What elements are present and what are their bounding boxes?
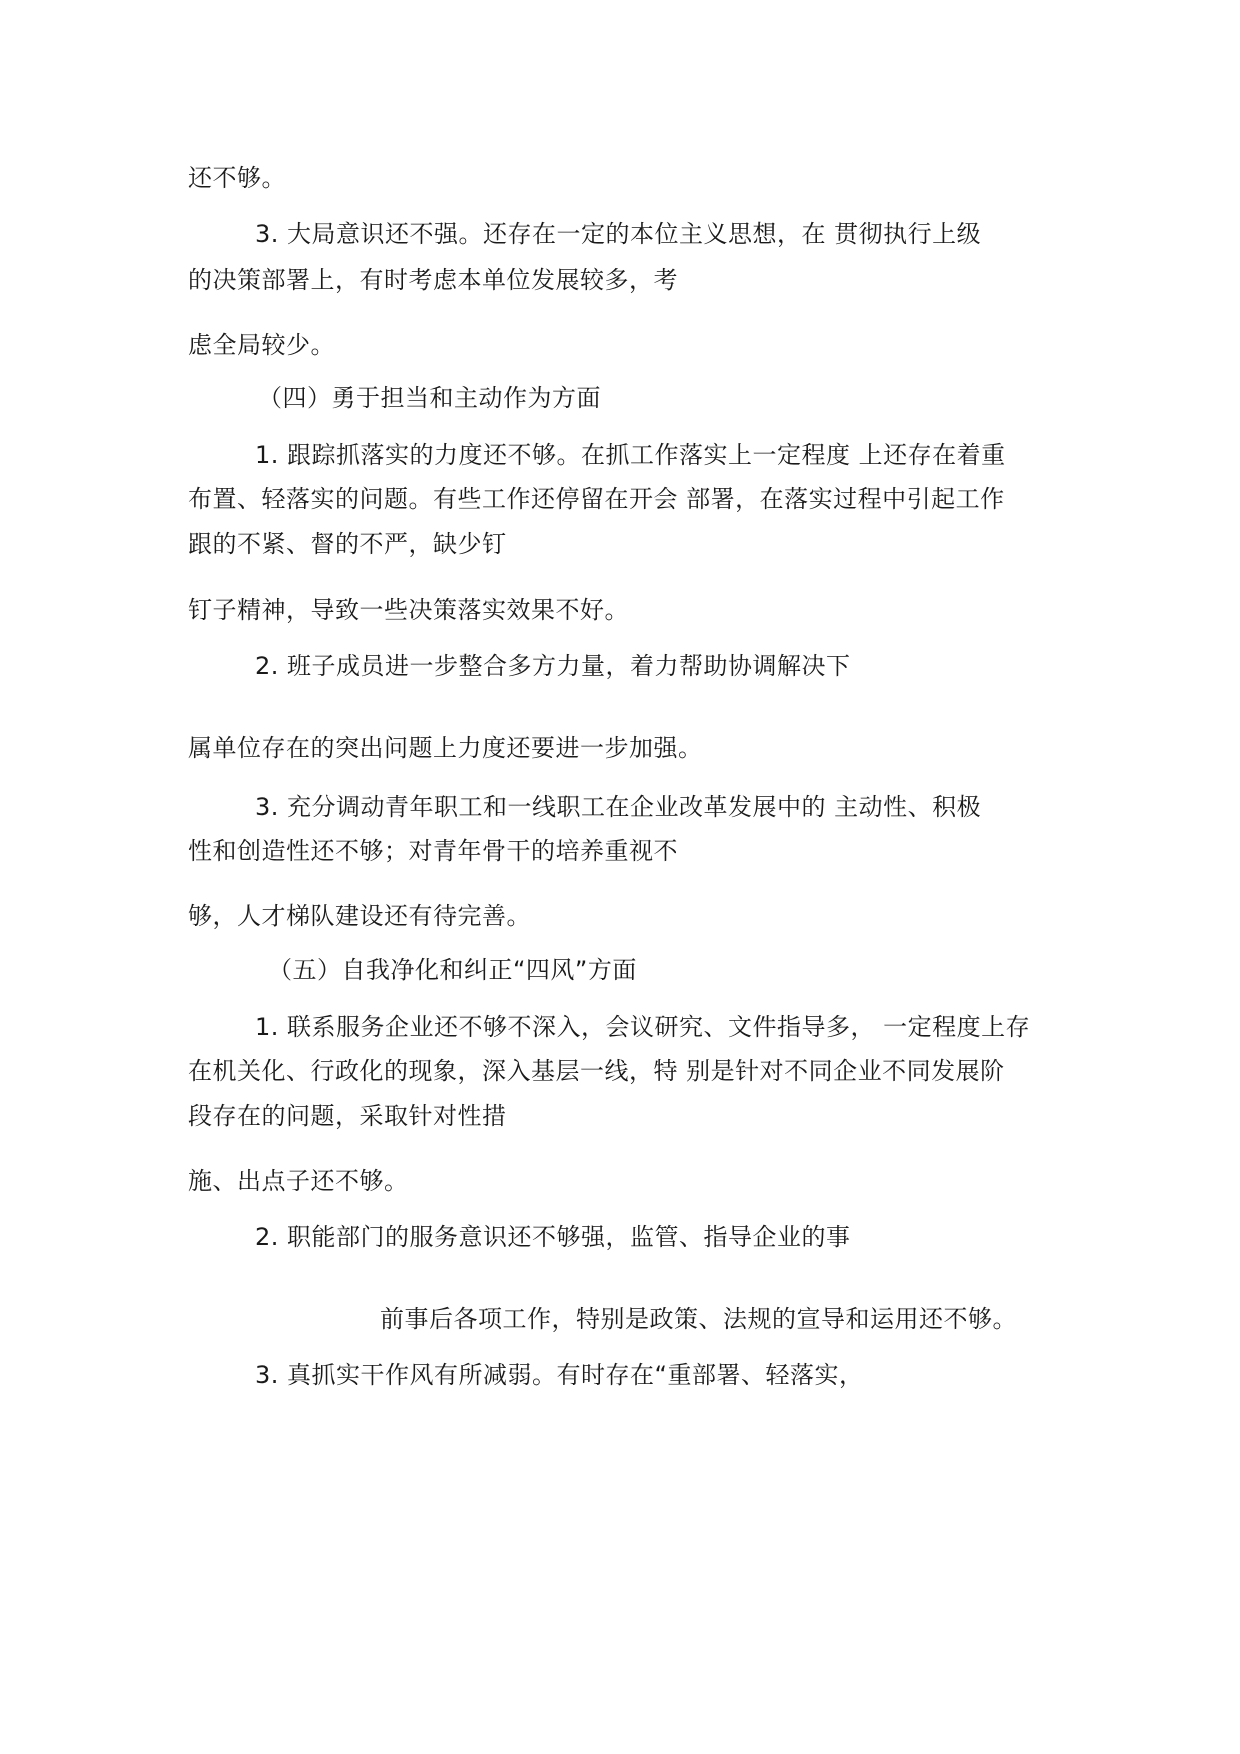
text-line: 2. 班子成员进一步整合多方力量，着力帮助协调解决下 <box>255 652 851 680</box>
text-line: 3. 大局意识还不强。还存在一定的本位主义思想，在 贯彻执行上级 <box>255 220 982 248</box>
text-line: 还不够。 <box>188 164 286 192</box>
text-line: 跟的不紧、督的不严，缺少钉 <box>188 530 507 558</box>
text-line: 段存在的问题，采取针对性措 <box>188 1102 507 1130</box>
text-line: 属单位存在的突出问题上力度还要进一步加强。 <box>188 734 703 762</box>
section-heading: （五）自我净化和纠正“四风”方面 <box>268 956 637 984</box>
text-line: 布置、轻落实的问题。有些工作还停留在开会 部署，在落实过程中引起工作 <box>188 485 1005 513</box>
text-line: 施、出点子还不够。 <box>188 1167 409 1195</box>
text-line: 钉子精神，导致一些决策落实效果不好。 <box>188 596 629 624</box>
text-line: 1. 跟踪抓落实的力度还不够。在抓工作落实上一定程度 上还存在着重 <box>255 441 1006 469</box>
text-line: 虑全局较少。 <box>188 331 335 359</box>
text-line: 的决策部署上，有时考虑本单位发展较多，考 <box>188 266 678 294</box>
text-line: 性和创造性还不够；对青年骨干的培养重视不 <box>188 837 678 865</box>
text-line: 前事后各项工作，特别是政策、法规的宣导和运用还不够。 <box>380 1305 1017 1333</box>
text-line: 3. 真抓实干作风有所减弱。有时存在“重部署、轻落实， <box>255 1361 864 1389</box>
section-heading: （四）勇于担当和主动作为方面 <box>258 384 601 412</box>
text-line: 在机关化、行政化的现象，深入基层一线，特 别是针对不同企业不同发展阶 <box>188 1057 1005 1085</box>
text-line: 2. 职能部门的服务意识还不够强，监管、指导企业的事 <box>255 1223 851 1251</box>
text-line: 1. 联系服务企业还不够不深入，会议研究、文件指导多， 一定程度上存 <box>255 1013 1031 1041</box>
text-line: 3. 充分调动青年职工和一线职工在企业改革发展中的 主动性、积极 <box>255 793 982 821</box>
text-line: 够，人才梯队建设还有待完善。 <box>188 902 531 930</box>
